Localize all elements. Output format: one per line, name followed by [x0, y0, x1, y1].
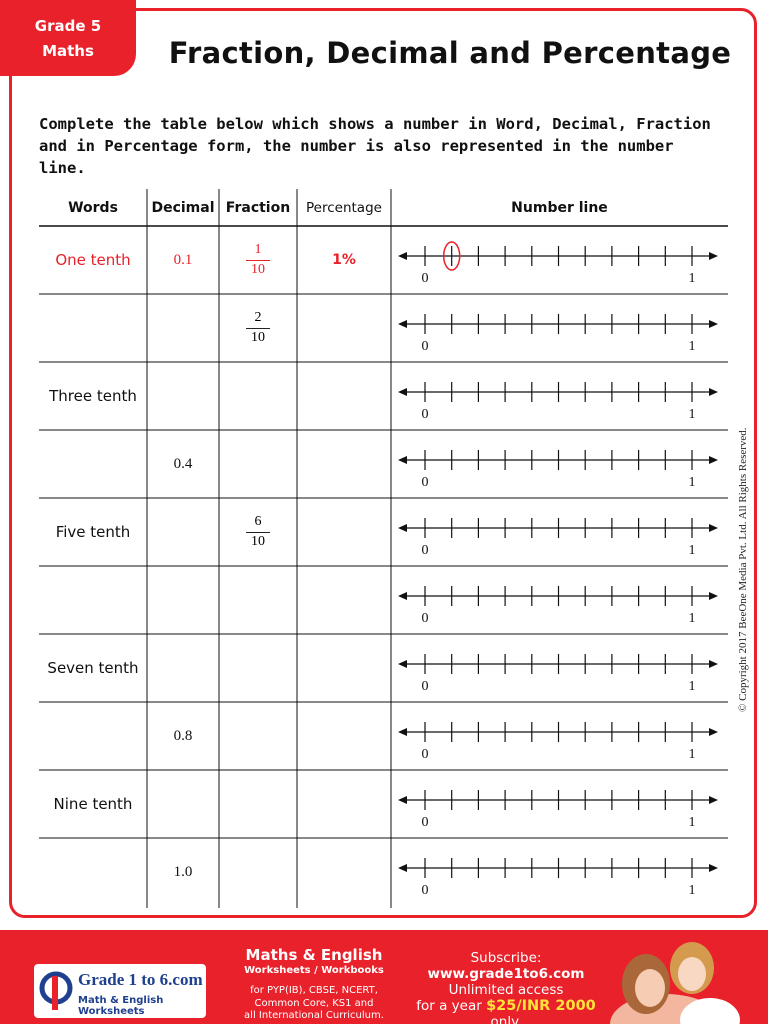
- tick-label-end: 1: [688, 883, 696, 898]
- column-header-number-line: Number line: [511, 200, 608, 216]
- tick-label-start: 0: [421, 339, 429, 354]
- arrow-right-icon: [709, 388, 718, 396]
- fraction-numerator: 2: [254, 310, 262, 325]
- tick-label-start: 0: [421, 271, 429, 286]
- column-header-decimal: Decimal: [151, 200, 215, 216]
- footer-banner: [0, 930, 768, 1030]
- cell-fraction[interactable]: [219, 842, 297, 902]
- price-text: $25/INR 2000: [486, 998, 596, 1014]
- arrow-right-icon: [709, 456, 718, 464]
- logo-tagline: Math & English Worksheets: [78, 995, 164, 1017]
- number-line[interactable]: [398, 586, 718, 626]
- arrow-right-icon: [709, 252, 718, 260]
- tick-label-start: 0: [421, 543, 429, 558]
- cell-words: Five tenth: [55, 523, 131, 541]
- cell-decimal: 0.8: [173, 728, 193, 744]
- arrow-left-icon: [398, 592, 407, 600]
- cell-decimal: 0.1: [173, 252, 193, 268]
- fraction-bar: [246, 260, 270, 261]
- column-header-fraction: Fraction: [225, 200, 291, 216]
- number-line[interactable]: [398, 858, 718, 898]
- number-line[interactable]: [398, 722, 718, 762]
- arrow-right-icon: [709, 592, 718, 600]
- tick-label-end: 1: [688, 475, 696, 490]
- fraction-bar: [246, 532, 270, 533]
- footer-heading: Maths & English: [245, 946, 383, 964]
- arrow-left-icon: [398, 660, 407, 668]
- fraction-denominator: 10: [251, 330, 265, 345]
- mother-daughter-photo: [606, 934, 756, 1024]
- arrow-left-icon: [398, 456, 407, 464]
- page-title: Fraction, Decimal and Percentage: [168, 36, 732, 70]
- footer-products: [234, 946, 394, 1023]
- tick-label-start: 0: [421, 747, 429, 762]
- number-line[interactable]: [398, 790, 718, 830]
- arrow-right-icon: [709, 524, 718, 532]
- arrow-right-icon: [709, 796, 718, 804]
- number-line[interactable]: [398, 654, 718, 694]
- tick-label-start: 0: [421, 611, 429, 626]
- arrow-right-icon: [709, 864, 718, 872]
- logo-brand-text: Grade 1 to 6.com: [78, 970, 203, 989]
- tick-label-start: 0: [421, 475, 429, 490]
- tick-label-end: 1: [688, 815, 696, 830]
- subject-label: Maths: [42, 42, 94, 60]
- tick-label-end: 1: [688, 271, 696, 286]
- logo-mark-icon: [38, 968, 76, 1014]
- cell-decimal: 1.0: [173, 864, 193, 880]
- arrow-right-icon: [709, 728, 718, 736]
- cell-fraction[interactable]: [219, 638, 297, 698]
- column-header-percentage: Percentage: [306, 200, 382, 216]
- cell-fraction[interactable]: [219, 434, 297, 494]
- arrow-left-icon: [398, 252, 407, 260]
- cell-words: Seven tenth: [47, 659, 139, 677]
- footer-subheading: Worksheets / Workbooks: [244, 965, 384, 976]
- column-header-words: Words: [68, 200, 118, 216]
- arrow-left-icon: [398, 388, 407, 396]
- fraction-numerator: 6: [254, 514, 262, 529]
- grade-label: Grade 5: [34, 17, 102, 35]
- cell-decimal: 0.4: [173, 456, 193, 472]
- fraction-numerator: 1: [254, 242, 262, 257]
- fraction-denominator: 10: [251, 262, 265, 277]
- cell-fraction[interactable]: [219, 366, 297, 426]
- curricula-list: for PYP(IB), CBSE, NCERT, Common Core, KS1 and all International Curriculum.: [244, 985, 384, 1021]
- subscribe-url-link[interactable]: www.grade1to6.com: [427, 966, 585, 982]
- tick-label-end: 1: [688, 747, 696, 762]
- arrow-left-icon: [398, 728, 407, 736]
- cell-words: One tenth: [55, 251, 131, 269]
- tick-label-end: 1: [688, 339, 696, 354]
- arrow-right-icon: [709, 320, 718, 328]
- access-text: Unlimited access: [448, 982, 564, 998]
- number-line[interactable]: [398, 314, 718, 354]
- tick-label-end: 1: [688, 611, 696, 626]
- number-line[interactable]: [398, 450, 718, 490]
- number-line[interactable]: [398, 242, 718, 286]
- tick-label-start: 0: [421, 679, 429, 694]
- cell-fraction: [219, 310, 297, 346]
- fraction-bar: [246, 328, 270, 329]
- cell-fraction[interactable]: [219, 706, 297, 766]
- copyright-notice: © Copyright 2017 BeeOne Media Pvt. Ltd. All Rights Reserved.: [737, 427, 749, 712]
- tick-label-start: 0: [421, 407, 429, 422]
- tick-label-end: 1: [688, 407, 696, 422]
- cell-fraction: [219, 242, 297, 278]
- arrow-left-icon: [398, 320, 407, 328]
- cell-fraction[interactable]: [219, 570, 297, 630]
- arrow-right-icon: [709, 660, 718, 668]
- number-line[interactable]: [398, 382, 718, 422]
- cell-fraction[interactable]: [219, 774, 297, 834]
- cell-words: Three tenth: [49, 387, 137, 405]
- price-line: for a year $25/INR 2000 only.: [416, 998, 596, 1030]
- arrow-left-icon: [398, 524, 407, 532]
- site-logo[interactable]: [34, 964, 206, 1018]
- subscribe-label: Subscribe:: [470, 950, 542, 966]
- cell-percentage: 1%: [332, 252, 356, 268]
- tick-label-end: 1: [688, 543, 696, 558]
- subscribe-block: [400, 950, 612, 1030]
- instructions-text: Complete the table below which shows a number in Word, Decimal, Fraction and in Percentage form, the number is also represented in the number line.: [39, 115, 711, 177]
- cell-fraction: [219, 514, 297, 550]
- tick-label-end: 1: [688, 679, 696, 694]
- tick-label-start: 0: [421, 883, 429, 898]
- tick-label-start: 0: [421, 815, 429, 830]
- arrow-left-icon: [398, 796, 407, 804]
- number-line[interactable]: [398, 518, 718, 558]
- cell-words: Nine tenth: [53, 795, 133, 813]
- fraction-denominator: 10: [251, 534, 265, 549]
- arrow-left-icon: [398, 864, 407, 872]
